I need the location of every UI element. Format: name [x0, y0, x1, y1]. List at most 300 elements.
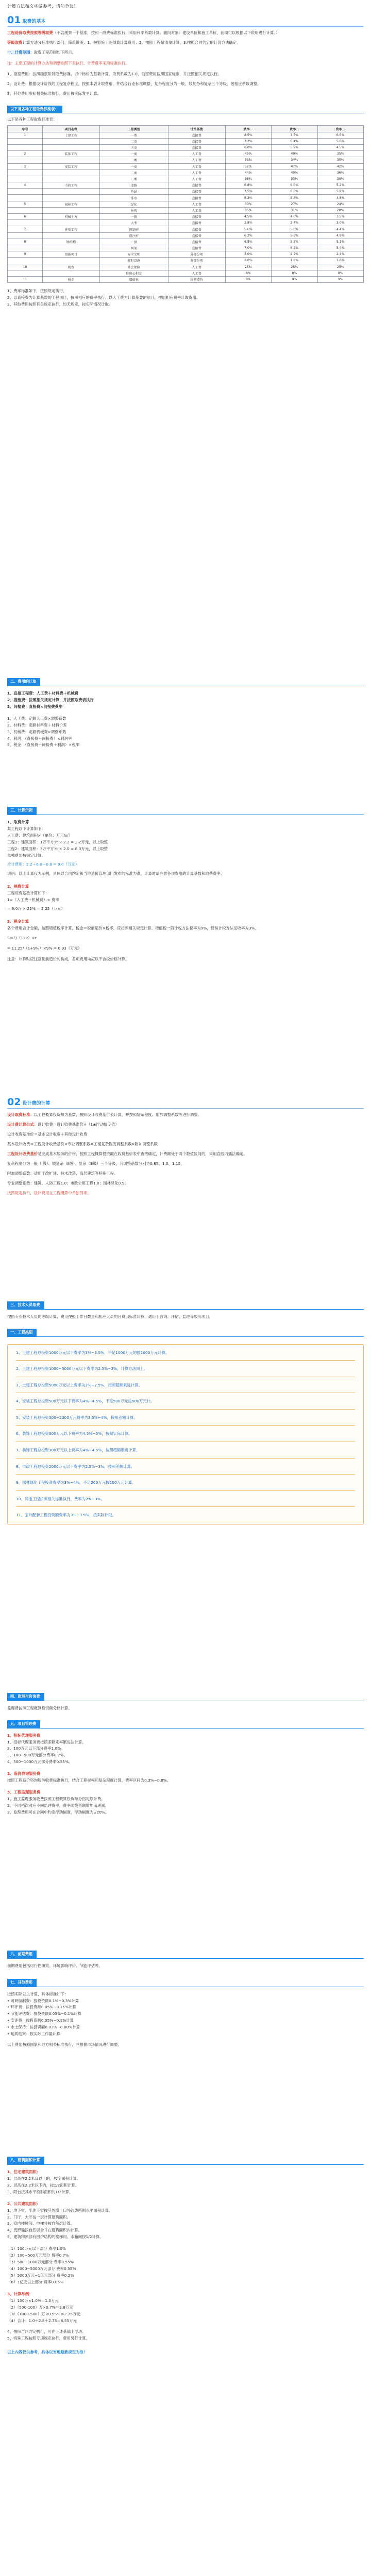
table-header-row [8, 126, 364, 132]
table-cell [8, 245, 43, 251]
table-row [8, 132, 364, 138]
table-cell: 社会保险 [99, 264, 168, 270]
table-cell: 直接费 [168, 144, 225, 150]
prelim-section [7, 1947, 364, 2048]
table-cell: 2.4% [317, 251, 364, 258]
table-row [8, 201, 364, 207]
section-tag: 一、工程类别 [7, 1329, 37, 1336]
list [7, 2298, 364, 2325]
section-tag: 四、监理与咨询费 [7, 1693, 44, 1701]
list-item: （1）100万元以下部分 费率1.0% [7, 2246, 66, 2251]
ending-note: 以上内容仅供参考，具体以当地最新规定为准！ [7, 2349, 88, 2354]
table-cell: 24% [317, 201, 364, 207]
table-row [8, 207, 364, 213]
table-row [8, 151, 364, 157]
table-cell: 8% [225, 270, 271, 276]
table-row [8, 245, 364, 251]
table-cell [42, 176, 99, 182]
list [7, 716, 364, 749]
paragraph: 附加调整系数：适用于改扩建、技术改造、高层建筑等特殊工程。 [7, 1171, 118, 1176]
list-item: 4、变形缝按自然层合并在建筑面积内计算。 [7, 2228, 82, 2233]
note: 注：主要工程的计算方法和调整参照下表执行，计费费率采用标准执行。 [7, 60, 129, 65]
table-cell: 28% [317, 207, 364, 213]
section-title: 设计费的计算 [22, 1100, 50, 1106]
table-cell: 人工费 [168, 207, 225, 213]
table-cell: 直接费 [168, 214, 225, 220]
sub-heading: 2、规费计算 [7, 884, 29, 889]
sub-heading: 3、税金计算 [7, 919, 29, 924]
table-cell [42, 245, 99, 251]
section-number: 01 [7, 14, 21, 26]
table-cell: 4.5% [225, 214, 271, 220]
paragraph: 监理费按照工程概算投资额分档计算。 [7, 1705, 72, 1710]
paragraph: 工程造价取费按照等级取费（不含勘察一个基准，按照一段费标准执行，采用利率系数计算。面向对象：建设单位和施工单位，前期可以根据以下说明进行计算。） [7, 30, 280, 35]
paragraph: 设计取费标准：以工程概算投资额为基数，按照设计收费基价表计算，并按照复杂程度、附加调整系数等进行调整。 [7, 1112, 201, 1117]
sub-heading: 3、计算举例： [7, 2292, 33, 2297]
table-cell [42, 232, 99, 239]
table-cell: 5 [8, 201, 43, 207]
remarks [7, 288, 364, 308]
table-cell [42, 270, 99, 276]
list [7, 2176, 364, 2196]
table-cell: 35% [317, 151, 364, 157]
table-header-cell: 计费基数 [168, 126, 225, 132]
table-cell: 景观 [99, 207, 168, 213]
table-cell: 二类 [99, 157, 168, 163]
table-cell: 5.4% [317, 245, 364, 251]
list-item: 1、地下室、半地下室按其外墙上口外边线所围水平面积计算。 [7, 2208, 113, 2213]
table-cell: 直接费 [168, 132, 225, 138]
paragraph: 注意：计算时应注意税前造价的构成，各项费用均应以不含税价格计算。 [7, 956, 129, 961]
table-cell: 三类 [99, 176, 168, 182]
sub-heading: 1、取费计算 [7, 819, 29, 824]
table-cell: 44% [225, 170, 271, 176]
list-item: 2、以直接费为计算基数的工程项目，按照相应的费率执行。以人工费为计算基数的项目，按照相应费率计取费用。 [7, 295, 200, 300]
table-cell: 分部分项 [168, 258, 225, 264]
list-item: （4）1000~5000万元部分 费率0.35% [7, 2266, 76, 2272]
example-section [7, 804, 364, 963]
table-cell [8, 170, 43, 176]
paragraph: 设计收费基准价＝基本设计收费＋其他设计收费 [7, 1131, 88, 1137]
section-02-heading [7, 1097, 364, 1107]
divider [16, 1409, 355, 1410]
table-cell: 5.6% [317, 138, 364, 144]
table-cell: 3.0% [317, 220, 364, 226]
divider [16, 1474, 355, 1475]
list-item: 工程2：建筑面积：3万平方米 × 2.0 = 6.0万元，以上取整 [7, 846, 108, 851]
table-cell: 2.0% [225, 258, 271, 264]
table-cell: 一类 [99, 151, 168, 157]
table-cell: 25% [317, 264, 364, 270]
table-cell: 灌注桩 [99, 232, 168, 239]
list-item: 5、建筑物顶部有围护结构的楼梯间、水箱间按1/2计算。 [7, 2234, 104, 2240]
list-item: 1、费率标准如下，按照规定执行。 [7, 289, 67, 294]
table-cell: 42% [317, 163, 364, 170]
list-item: 1=（人工费＋机械费）× 费率 [7, 897, 59, 903]
sub-heading: 2、造价咨询服务费 [7, 1771, 41, 1776]
table-cell: 人工费 [168, 201, 225, 207]
table-cell: 5.0% [272, 226, 317, 232]
table-cell: 4.4% [317, 226, 364, 232]
paragraph: 基本设计收费＝工程设计收费基价×专业调整系数×工程复杂程度调整系数×附加调整系数 [7, 1141, 158, 1146]
table-cell: 增值税 [99, 276, 168, 282]
list [7, 2208, 364, 2241]
table-cell: 30% [317, 157, 364, 163]
paragraph: 工程设计收费基价是完成基本服务的价格，按照工程概算投资额在收费基价表中查找确定，计费额处于两个数值区间的，采用直线内插法确定。 [7, 1151, 247, 1156]
paragraph: 一、计费范围：取费工程范围如下所示。 [7, 49, 76, 55]
table-cell: 6 [8, 214, 43, 220]
table-cell: 9% [272, 276, 317, 282]
sub-heading: 2、公共建筑面积： [7, 2201, 41, 2206]
table-cell: 5.2% [272, 144, 317, 150]
list-item: （3）500~1000万元部分 费率0.55% [7, 2260, 74, 2265]
table-cell: 45% [225, 151, 271, 157]
table-cell: 5.8% [272, 239, 317, 245]
table-cell: 网架 [99, 245, 168, 251]
table-cell [42, 195, 99, 201]
section-tag: 六、前期费用 [7, 1951, 37, 1958]
table-cell: 7.0% [225, 245, 271, 251]
table-cell: 25% [225, 264, 271, 270]
table-cell: 人工费 [168, 176, 225, 182]
list-item: 4、500~1000万元部分费率0.55%。 [7, 1759, 73, 1765]
table-cell: 34% [272, 157, 317, 163]
table-cell: 31% [272, 207, 317, 213]
table-cell: 25% [272, 264, 317, 270]
list-item: 3、室内楼梯间、电梯井按自然层计算。 [7, 2221, 75, 2226]
table-cell [42, 170, 99, 176]
table-cell [8, 232, 43, 239]
formula: S＝F/（1+r）×r [7, 936, 37, 941]
list-item: • 可研编制费：按投资额0.1%~0.3%计算 [7, 1998, 79, 2003]
table-header-cell: 序号 [8, 126, 43, 132]
table-cell: 一般 [99, 239, 168, 245]
table-row [8, 195, 364, 201]
table-row [8, 170, 364, 176]
table-cell: 3 [8, 163, 43, 170]
table-header-cell: 工程类别 [99, 126, 168, 132]
list [7, 1796, 364, 1816]
list-item: 3、100~500万元部分费率0.7%。 [7, 1753, 68, 1758]
table-cell: 3.5% [317, 214, 364, 220]
table-row [8, 270, 364, 276]
paragraph: 设计费计算公式：设计收费＝设计收费基准价×（1±浮动幅度值） [7, 1122, 119, 1127]
table-cell: 1.8% [272, 258, 317, 264]
table-cell: 6.2% [225, 232, 271, 239]
table-cell: 二类 [99, 138, 168, 144]
table-cell: 6.0% [272, 182, 317, 189]
list-item: （2）100~500万元部分 费率0.7% [7, 2253, 69, 2258]
table-cell: 3.4% [272, 220, 317, 226]
table-cell: 直接费 [168, 182, 225, 189]
table-cell: 5.6% [225, 226, 271, 232]
table-cell: 3.0% [225, 251, 271, 258]
table-row [8, 220, 364, 226]
table-cell [8, 258, 43, 264]
list-item: 单独费用按规定计算。 [7, 853, 45, 858]
table-cell: 27% [272, 201, 317, 207]
table-cell: 税金 [42, 276, 99, 282]
table-row [8, 182, 364, 189]
table-row [8, 251, 364, 258]
rate-item: 9、园林绿化工程投资费率为3%~4%，不足200万元按200万元计算。 [16, 1480, 136, 1485]
table-cell [8, 207, 43, 213]
section-01-heading [7, 15, 364, 25]
list-item: 3、阳台按其水平投影面积的1/2计算。 [7, 2189, 73, 2194]
list-item: • 地质勘察：按实际工作量计算 [7, 2031, 60, 2037]
table-cell: 6.8% [225, 182, 271, 189]
list-item: 某工程以下计算如下： [7, 826, 45, 831]
list [7, 826, 364, 859]
table-cell [8, 220, 43, 226]
paragraph: 按照专业技术人员的等级计算，费用按照工作日数量和相应人员的日费用标准计算，适用于咨询、评估、监理等服务项目。 [7, 1314, 213, 1319]
table-cell: 人工费 [168, 264, 225, 270]
table-cell: 30% [225, 201, 271, 207]
table-cell: 措施项目 [42, 251, 99, 258]
list-item: 2、措施费：按照相关规定计算，并按照取费表执行 [7, 697, 94, 702]
table-cell [42, 207, 99, 213]
table-cell: 直接费 [168, 189, 225, 195]
rate-frame [7, 1344, 364, 1524]
table-cell: 道路 [99, 182, 168, 189]
section-01 [7, 15, 364, 308]
list [7, 1739, 364, 1766]
table-cell: 8 [8, 239, 43, 245]
section-tag: 三、计算示例 [7, 807, 37, 815]
table-cell [42, 258, 99, 264]
table-cell [42, 138, 99, 144]
table-cell: 装饰工程 [42, 151, 99, 157]
table-cell: 三类 [99, 144, 168, 150]
table-cell: 2.7% [272, 251, 317, 258]
section-tag: 五、项目管理费 [7, 1720, 40, 1728]
paragraph: 2、设计费：根据设计阶段的工程复杂程度，按照本表计取费用，并结合行业标准调整，复杂程度分为一般、较复杂和复杂三个等级，按相应系数调整。 [7, 81, 261, 86]
sub-heading: 3、工程监理服务费 [7, 1790, 41, 1795]
table-cell: 排水 [99, 195, 168, 201]
table-cell: 钢结构 [42, 239, 99, 245]
equation: = 9.0万 × 25% = 2.25（万元） [7, 906, 65, 911]
paragraph: 按照规定执行，设计费用在工程概算中单独列项。 [7, 1190, 91, 1195]
list [7, 690, 364, 710]
list [7, 890, 364, 904]
list-item: 4、利润：（直接费＋间接费）×利润率 [7, 736, 72, 741]
table-cell: 9% [317, 276, 364, 282]
paragraph: 3、其他费用参照相关标准执行，费用按实际发生计算。 [7, 91, 102, 96]
table-cell: 二类 [99, 170, 168, 176]
table-cell: 7.5% [272, 132, 317, 138]
tech-fee-section [7, 1298, 364, 1524]
table-cell: 人工费 [168, 151, 225, 157]
table-cell: 6.4% [272, 138, 317, 144]
fee-calc-section [7, 675, 364, 749]
rate-item: 6、装饰工程总投资300万元以下费率为4.5%~5%，按照实际计算。 [16, 1431, 132, 1436]
table-cell: 36% [225, 176, 271, 182]
rate-item: 10、其他工程按照相关标准执行，费率为2%~3%。 [16, 1496, 105, 1501]
list-item: （5）5000万元~1亿元部分 费率0.2% [7, 2273, 74, 2278]
table-cell: 桩基工程 [42, 226, 99, 232]
table-body [8, 132, 364, 283]
section-tag: 七、其他费用 [7, 1979, 37, 1987]
table-cell: 6.2% [225, 195, 271, 201]
table-cell: 1.6% [317, 258, 364, 264]
table-cell: 8% [272, 270, 317, 276]
paragraph: 5、特殊工程按照专项规定执行，费用另行计算。 [7, 2335, 90, 2341]
table-cell: 安装工程 [42, 163, 99, 170]
table-cell: 3.8% [225, 220, 271, 226]
list-item: （2）（500-100）万×0.7%＝2.8万元 [7, 2304, 73, 2310]
table-row [8, 239, 364, 245]
table-cell: 一类 [99, 132, 168, 138]
table-cell: 一般 [99, 214, 168, 220]
section-number: 02 [7, 1096, 21, 1108]
table-cell [8, 138, 43, 144]
table-cell: 住房公积金 [99, 270, 168, 276]
table-cell: 36% [317, 170, 364, 176]
table-cell: 5.8% [317, 189, 364, 195]
table-cell: 税前造价 [168, 276, 225, 282]
list-item: 3、监理费用可在合同中约定浮动幅度，浮动幅度为±20%。 [7, 1810, 109, 1815]
table-cell: 8% [317, 270, 364, 276]
table-cell: 11 [8, 276, 43, 282]
table-cell: 52% [225, 163, 271, 170]
table-cell: 市政工程 [42, 182, 99, 189]
table-cell: 5.1% [317, 239, 364, 245]
rate-item: 1、土建工程总投资1000万元以下费率为3%~3.5%，不足1000万元的按1000万元计算。 [16, 1350, 170, 1355]
table-cell: 6.5% [225, 239, 271, 245]
paragraph: 4、按照合同约定执行，可在上述基础上浮动。 [7, 2329, 86, 2334]
rate-item: 11、室外配套工程投资额费率为3%~3.5%，按实际计取。 [16, 1513, 116, 1518]
list-item: 3、机械费：定额机械费×调整系数 [7, 729, 66, 734]
list-item: （3）（1000-500）万×0.55%＝2.75万元 [7, 2311, 80, 2316]
table-row [8, 163, 364, 170]
table-cell: 预制桩 [99, 226, 168, 232]
list-item: 1、施工监理服务收费按照工程概算投资额分档定额计费。 [7, 1797, 105, 1802]
table-header-cell: 费率三 [317, 126, 364, 132]
section-tag: 二、费用的计取 [7, 678, 40, 686]
table-cell: 7.2% [225, 138, 271, 144]
list [7, 1998, 364, 2038]
table-cell: 直接费 [168, 226, 225, 232]
table-cell: 5.2% [317, 182, 364, 189]
table-cell: 人工费 [168, 170, 225, 176]
table-row [8, 258, 364, 264]
paragraph: 专业调整系数：建筑、人防工程1.0；市政公用工程1.0；园林绿化0.9。 [7, 1180, 128, 1185]
table-cell: 4.8% [317, 195, 364, 201]
table-cell: 6.6% [272, 189, 317, 195]
table-cell: 桥涵 [99, 189, 168, 195]
table-cell: 直接费 [168, 220, 225, 226]
table-cell: 6.2% [272, 245, 317, 251]
page-header-note: 计算方法和文字做参考，请勿争议！ [7, 4, 78, 9]
table-cell: 9% [225, 276, 271, 282]
table-cell: 40% [272, 170, 317, 176]
table-cell [8, 144, 43, 150]
paragraph: 前期费用包括可行性研究、环境影响评价、节能评估等。 [7, 1963, 103, 1968]
table-caption: 以下是各种工程取费标准表： [7, 117, 57, 122]
table-cell: 5.5% [272, 195, 317, 201]
table-cell [42, 157, 99, 163]
table-header-cell: 费率一 [225, 126, 271, 132]
table-cell: 7 [8, 226, 43, 232]
sub-heading: 1、招标代理服务费 [7, 1733, 41, 1738]
table-cell: 大型 [99, 220, 168, 226]
table-row [8, 226, 364, 232]
rate-item: 8、市政工程总投资2000万元以下费率为2.5%~3%，按照差额计算。 [16, 1464, 135, 1469]
table-row [8, 189, 364, 195]
list-item: 1、直接工程费：人工费＋材料费＋机械费 [7, 690, 79, 696]
sub-heading: 1、住宅建筑面积： [7, 2169, 41, 2174]
table-row [8, 276, 364, 282]
table-tag: 以下是各种工程取费标准表： [7, 106, 62, 113]
table-cell: 直接费 [168, 239, 225, 245]
section-02 [7, 1097, 364, 1197]
table-cell: 4.5% [317, 144, 364, 150]
list-item: 1、层高在2.2米及以上的，按全面积计算。 [7, 2176, 81, 2181]
list-item: 3、间接费：直接费×间接费费率 [7, 704, 63, 709]
table-cell [42, 189, 99, 195]
formula: = 11.25/（1+9%）×9% = 0.93（万元） [7, 946, 82, 951]
table-cell: 1 [8, 132, 43, 138]
area-section [7, 2154, 364, 2356]
table-cell: 临时设施 [99, 258, 168, 264]
list-item: 2、门厅、大厅按一层计算建筑面积。 [7, 2214, 71, 2219]
table-row [8, 232, 364, 239]
list-item: 2、不同档次对应不同监理费率，费率随投资额增加而递减。 [7, 1803, 109, 1808]
table-cell: 规费 [42, 264, 99, 270]
table-cell: 人工费 [168, 157, 225, 163]
table-cell: 园林工程 [42, 201, 99, 207]
table-cell: 一类 [99, 163, 168, 170]
list-item: （4）合计：1.0＋2.8＋2.75＝6.55万元 [7, 2318, 77, 2323]
section-tag: 三、技术人员取费 [7, 1301, 44, 1309]
table-cell: 直接费 [168, 195, 225, 201]
section-tag: 八、建筑面积计算 [7, 2157, 44, 2164]
table-cell: 33% [272, 176, 317, 182]
table-cell: 直接费 [168, 138, 225, 144]
table-cell: 38% [225, 157, 271, 163]
divider [16, 1425, 355, 1426]
table-row [8, 138, 364, 144]
paragraph: 说明：以上计算仅为示例，具体以合同约定和当地造价管理部门发布的标准为准，计算时请注意各项费用的计算基数和取费费率。 [7, 871, 225, 876]
table-header-cell: 项目名称 [42, 126, 99, 132]
paragraph: 等级取费计算方法分标准执行部门，简单说明：1、按照施工图预算计算费用；2、按照工程量清单计算，3.按照合同约定的计价方法确定。 [7, 40, 241, 45]
list-item: 1、人工费：定额人工费×调整系数 [7, 716, 66, 721]
table-row [8, 144, 364, 150]
fee-table [7, 125, 364, 283]
table-cell: 8.5% [225, 132, 271, 138]
rate-item: 2、土建工程总投资1000~5000万元以下费率为2.5%~3%，计算方法同上。 [16, 1366, 148, 1371]
rate-item: 4、安装工程总投资500万元以下费率为4%~4.5%，不足500万元按500万元计。 [16, 1399, 155, 1404]
divider [16, 1490, 355, 1491]
divider [16, 1458, 355, 1459]
list-item: 工程1：建筑面积：1万平方米 × 2.2 = 2.2万元，以上取整 [7, 839, 108, 844]
table-cell: 4 [8, 182, 43, 189]
paragraph: 1、勘察费用：按照勘察阶段取费标准，以中标价为基数计算，取费系数为1.0，勘察费用按照国家标准，并按照相关规定执行。 [7, 71, 222, 76]
table-cell: 35% [225, 207, 271, 213]
table-cell: 安全文明 [99, 251, 168, 258]
table-cell: 6.0% [225, 144, 271, 150]
list-item: • 节能评估费：按投资额0.03%~0.1%计算 [7, 2011, 81, 2016]
table-cell: 绿化 [99, 201, 168, 207]
table-cell [8, 195, 43, 201]
table-cell: 分部分项 [168, 251, 225, 258]
divider [7, 1108, 364, 1109]
divider [16, 1506, 355, 1507]
table-cell [42, 220, 99, 226]
table-cell: 机械土方 [42, 214, 99, 220]
table-row [8, 157, 364, 163]
table-cell [8, 189, 43, 195]
